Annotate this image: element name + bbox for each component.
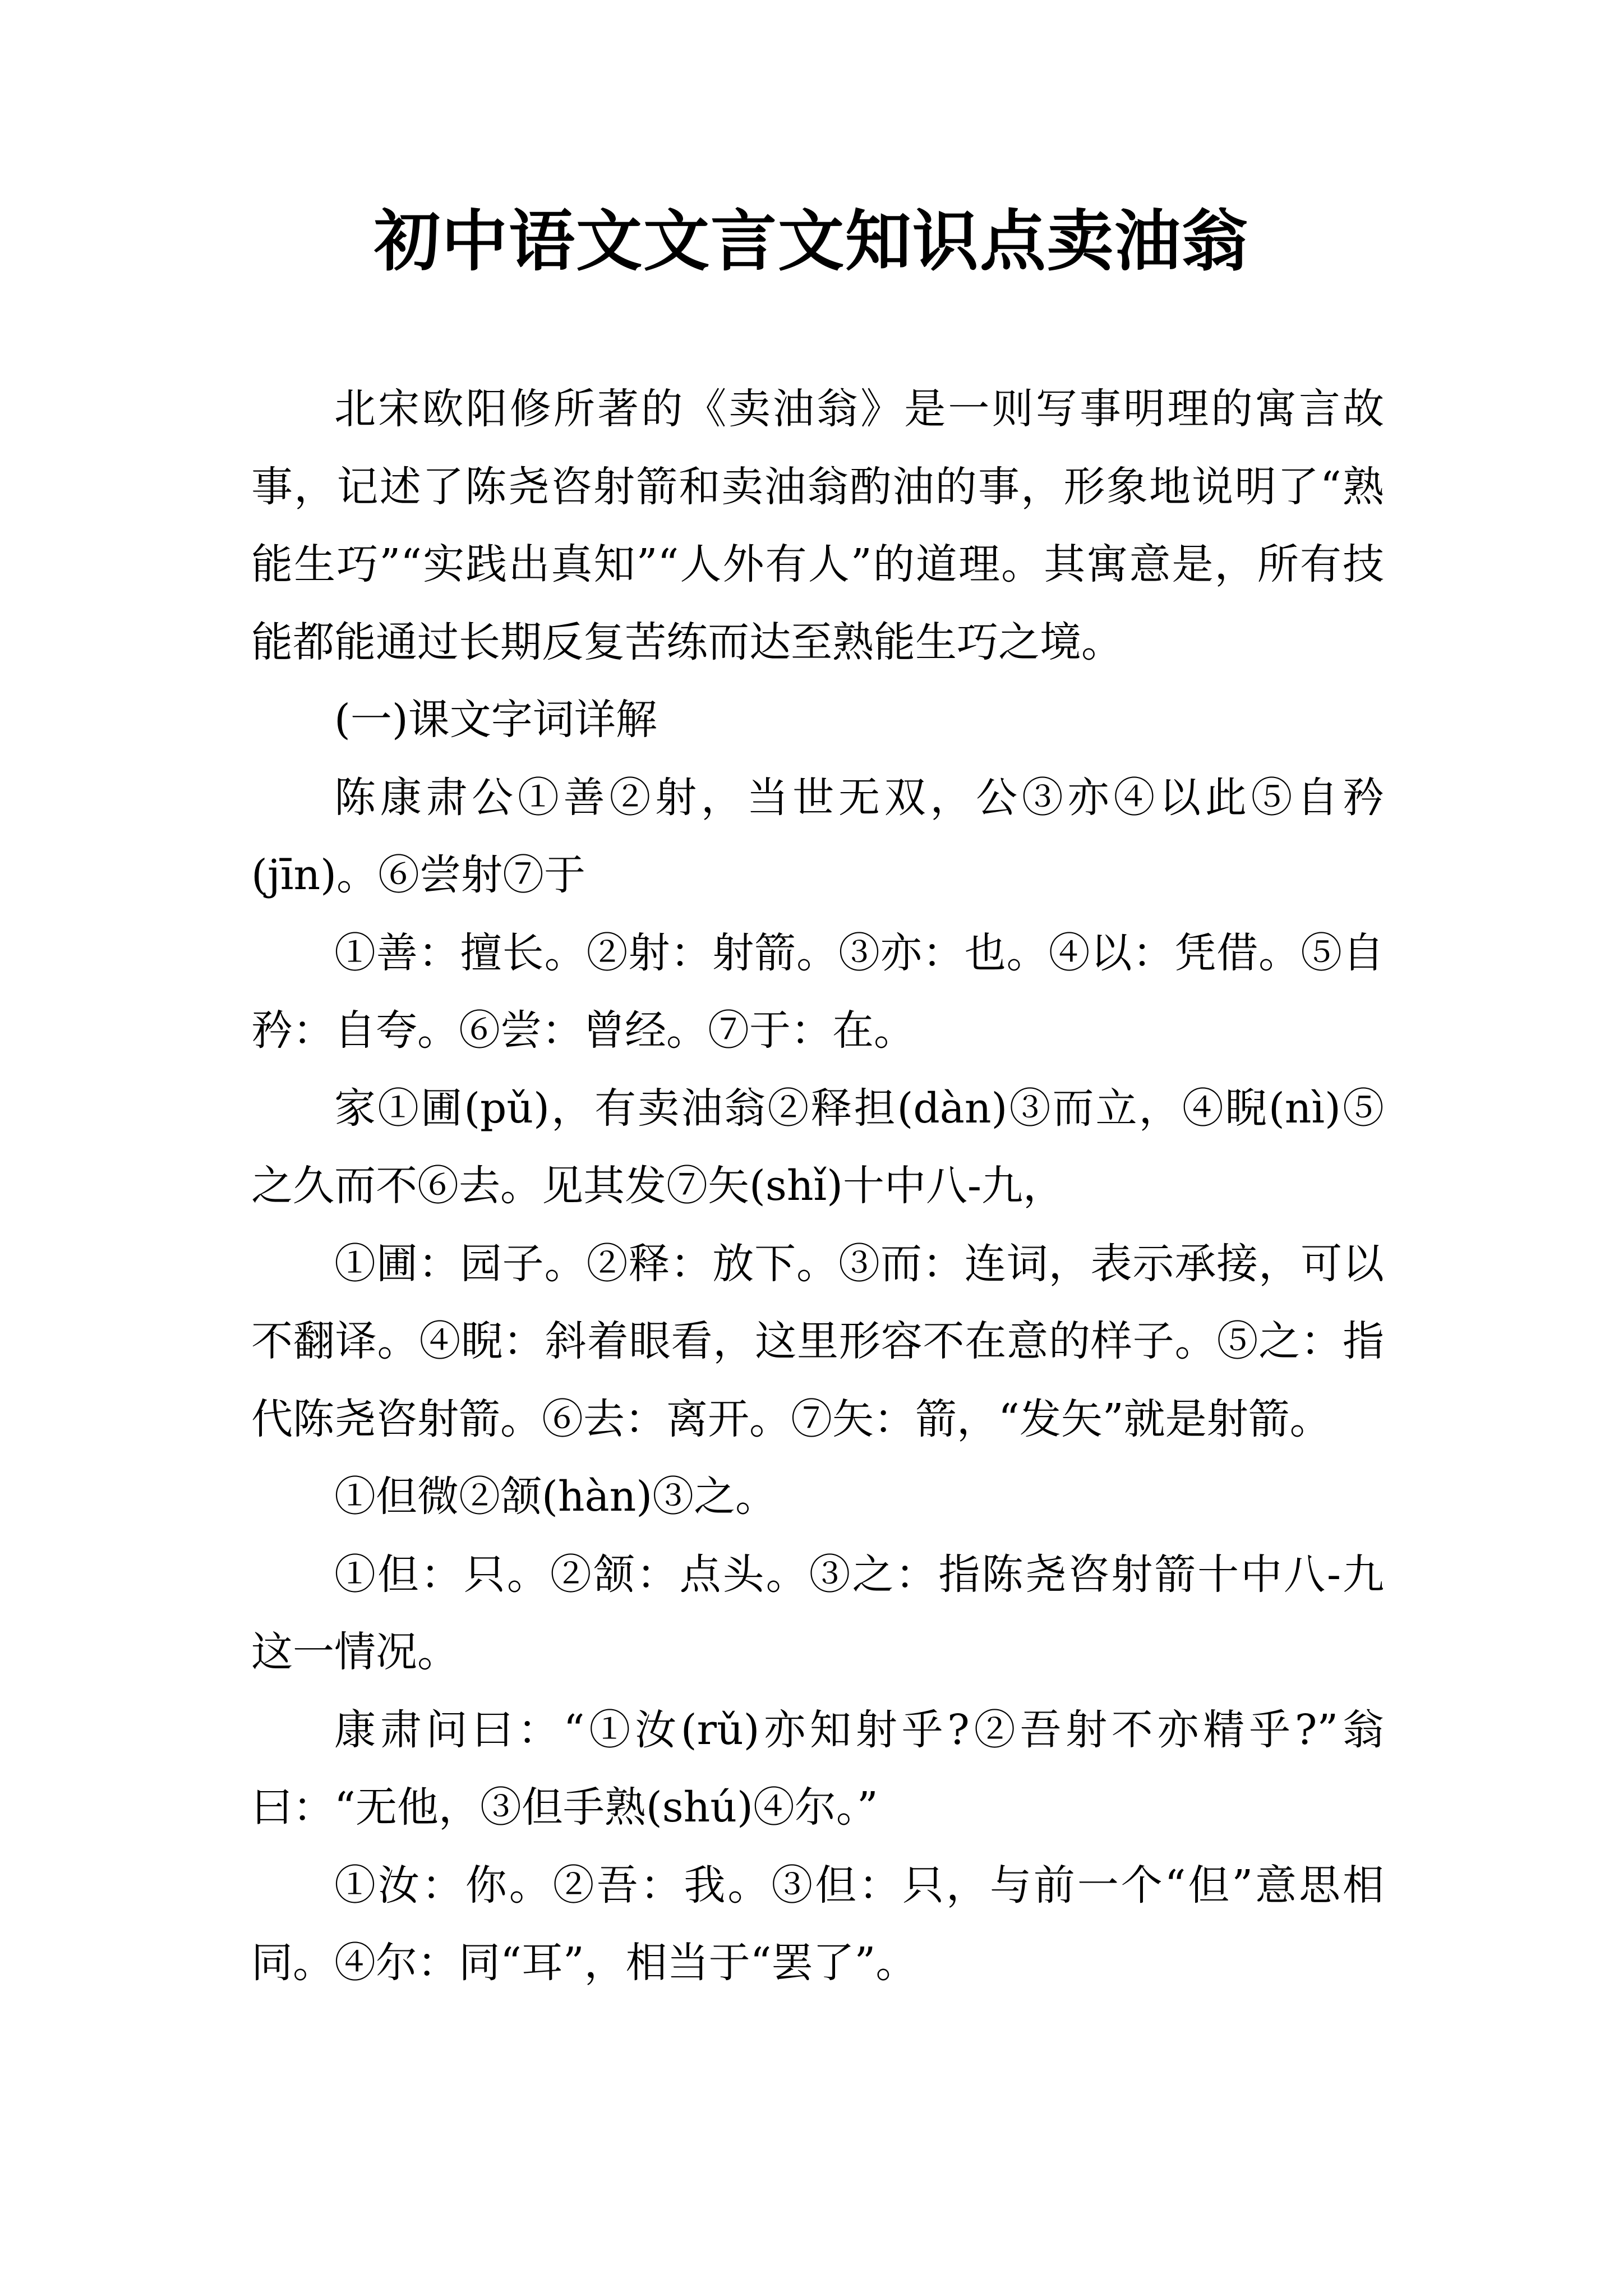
paragraph-text-1: 陈康肃公①善②射，当世无双，公③亦④以此⑤自矜(jīn)。⑥尝射⑦于: [251, 773, 1384, 899]
document-title: 初中语文文言文知识点卖油翁: [374, 202, 1249, 280]
paragraph-notes-2: ①圃：园子。②释：放下。③而：连词，表示承接，可以不翻译。④睨：斜着眼看，这里形容不在意的样子。⑤之：指代陈尧咨射箭。⑥去：离开。⑦矢：箭，“发矢”就是射箭。: [251, 1239, 1384, 1443]
paragraph-notes-1: ①善：擅长。②射：射箭。③亦：也。④以：凭借。⑤自矜：自夸。⑥尝：曾经。⑦于：在。: [251, 928, 1384, 1055]
paragraph-text-3: ①但微②颔(hàn)③之。: [334, 1473, 777, 1521]
section-heading: (一)课文字词详解: [334, 696, 657, 744]
paragraph-text-2: 家①圃(pǔ)，有卖油翁②释担(dàn)③而立，④睨(nì)⑤之久而不⑥去。见其发⑦矢(shǐ)十中八-九，: [251, 1084, 1384, 1210]
document-body: [251, 370, 1384, 2002]
paragraph-intro: 北宋欧阳修所著的《卖油翁》是一则写事明理的寓言故事，记述了陈尧咨射箭和卖油翁酌油的事，形象地说明了“熟能生巧”“实践出真知”“人外有人”的道理。其寓意是，所有技能都能通过长期反复苦练而达至熟能生巧之境。: [251, 385, 1384, 666]
paragraph-notes-4: ①汝：你。②吾：我。③但：只，与前一个“但”意思相同。④尔：同“耳”，相当于“罢了”。: [251, 1861, 1384, 1987]
paragraph-text-4: 康肃问曰：“①汝(rǔ)亦知射乎?②吾射不亦精乎?”翁曰：“无他，③但手熟(shú)④尔。”: [251, 1705, 1384, 1832]
paragraph-notes-3: ①但：只。②颔：点头。③之：指陈尧咨射箭十中八-九这一情况。: [251, 1550, 1384, 1676]
